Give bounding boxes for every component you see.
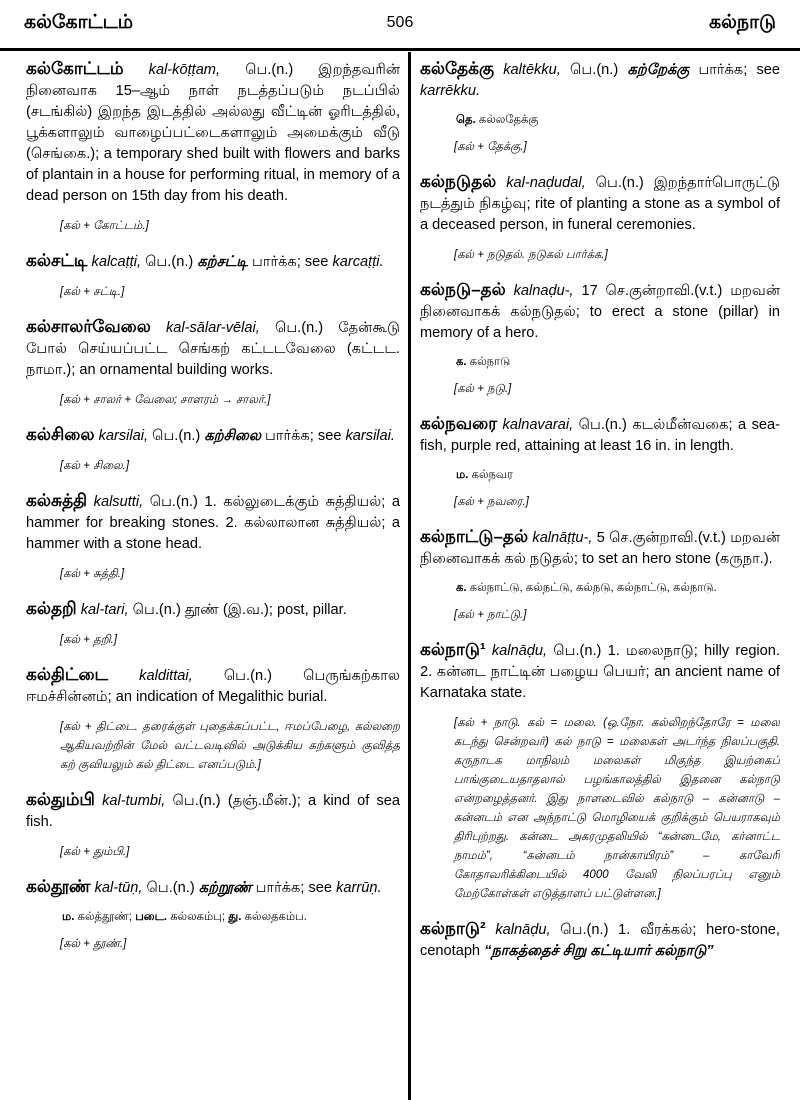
cognate-word: கல்நாடு xyxy=(469,356,511,368)
etymology: [கல் + தறி.] xyxy=(60,634,117,646)
definition-english: a hammer for breaking stones. 2. கல்லாலான சுத்தியல்; a hammer with a stone head. xyxy=(26,494,400,552)
dictionary-entry xyxy=(420,639,780,704)
transliteration: kalnāṭṭu-, xyxy=(532,530,593,546)
transliteration: kalnāḍu, xyxy=(491,643,548,659)
etymology: [கல் + கோட்டம்.] xyxy=(60,220,149,232)
transliteration: kalcaṭṭi, xyxy=(91,254,142,270)
definition-english: hero-stone, cenotaph xyxy=(420,922,780,959)
definition-tamil: இறந்தார்பொருட்டு நடத்தும் நிகழ்வு; xyxy=(420,175,780,212)
part-of-speech: பெ.(n.) xyxy=(223,668,272,684)
transliteration: kal-tūṇ, xyxy=(94,880,143,896)
transliteration: kal-sālar-vēlai, xyxy=(165,320,260,336)
cognate-language: தெ. xyxy=(456,114,476,126)
column-divider xyxy=(408,52,411,1100)
cognate-word: கல்லகம்பு; xyxy=(170,911,226,923)
transliteration: kaltēkku, xyxy=(503,62,561,78)
transliteration: kalnavarai, xyxy=(502,417,574,433)
etymology: [கல் + நாட்டு.] xyxy=(454,609,527,621)
cognate-word: கல்நவர xyxy=(471,469,513,481)
dictionary-entry xyxy=(420,279,780,344)
see-transliteration: karcaṭṭi. xyxy=(332,254,384,270)
definition-english: an ornamental building works. xyxy=(79,362,274,378)
etymology: [கல் + தும்பி.] xyxy=(60,846,130,858)
definition-english: to erect a stone (pillar) in memory of a hero. xyxy=(420,304,780,341)
dictionary-entry xyxy=(420,58,780,102)
dictionary-entry xyxy=(26,424,400,447)
etymology: [கல் + தூண்.] xyxy=(60,938,127,950)
right-column xyxy=(420,58,780,1096)
definition-tamil: பெருங்கற்கால ஈமச்சின்னம்; xyxy=(26,668,400,705)
transliteration: kalnāḍu, xyxy=(495,922,551,938)
dictionary-entry xyxy=(420,526,780,570)
part-of-speech: பெ.(n.) xyxy=(132,602,181,618)
etymology: [கல் + நவரை.] xyxy=(454,496,529,508)
part-of-speech: பெ.(n.) xyxy=(146,880,195,896)
etymology: [கல் + திட்டை. தரைக்குள் புதைக்கப்பட்ட, ஈமப்பேழை, கல்லறை ஆகியவற்றின் மேல் வட்டவடிவில் அடுக்கிய கற்களும் குவித்த கற் குவியலும் கல் திட்டை எனப்படும்.] xyxy=(60,721,400,771)
headword: கல்தறி xyxy=(26,599,77,618)
part-of-speech: பெ.(n.) xyxy=(570,62,619,78)
cognates xyxy=(456,469,780,483)
transliteration: kal-tumbi, xyxy=(102,793,166,809)
see-label: பார்க்க; see xyxy=(255,880,333,896)
transliteration: karsilai, xyxy=(98,428,149,444)
transliteration: kal-tari, xyxy=(80,602,129,618)
etymology: [கல் + நடுதல். நடுகல் பார்க்க.] xyxy=(454,249,608,261)
cognate-word: கல்லதகம்ப. xyxy=(244,911,307,923)
part-of-speech: பெ.(n.) xyxy=(274,320,324,336)
definition-english: hilly region. 2. கன்னட நாட்டின் பழைய பெயர்; an ancient name of Karnataka state. xyxy=(420,643,780,701)
part-of-speech: பெ.(n.) xyxy=(152,428,201,444)
part-of-speech: பெ.(n.) xyxy=(149,494,198,510)
cognates xyxy=(456,356,780,370)
definition-tamil: தேன்கூடு போல் செய்யப்பட்ட செங்கற் கட்டடவேலை (கட்டட. நாமா.); xyxy=(26,320,400,378)
cross-reference: கற்றூண் xyxy=(198,880,252,896)
see-transliteration: karrūṇ. xyxy=(336,880,382,896)
cross-reference: கற்சட்டி xyxy=(197,254,248,270)
transliteration: kal-naḍudal, xyxy=(506,175,586,191)
cognate-language: ம. xyxy=(62,911,75,923)
part-of-speech: பெ.(n.) xyxy=(595,175,644,191)
definition-english: rite of planting a stone as a symbol of a deceased person, in funeral ceremonies. xyxy=(420,196,780,233)
dictionary-entry xyxy=(26,250,400,273)
running-head-left: கல்கோட்டம் xyxy=(24,12,134,33)
part-of-speech: பெ.(n.) xyxy=(560,922,609,938)
definition-tamil: தூண் (இ.வ.); xyxy=(184,602,273,618)
cross-reference: கற்சிலை xyxy=(204,428,261,444)
part-of-speech: பெ.(n.) xyxy=(172,793,221,809)
see-label: பார்க்க; see xyxy=(265,428,342,444)
cognate-language: து. xyxy=(228,911,242,923)
cognate-language: ம. xyxy=(456,469,469,481)
left-column xyxy=(26,58,400,1096)
dictionary-entry xyxy=(26,598,400,621)
dictionary-entry xyxy=(420,171,780,236)
headword: கல்திட்டை xyxy=(26,665,109,684)
definition-tamil: 1. கல்லுடைக்கும் சுத்தியல்; xyxy=(204,494,386,510)
definition-english: an indication of Megalithic burial. xyxy=(115,689,328,705)
dictionary-entry xyxy=(26,876,400,899)
definition-tamil: 1. வீரக்கல்; xyxy=(618,922,697,938)
dictionary-entry xyxy=(26,664,400,708)
headword: கல்நாட்டு–தல் xyxy=(420,527,529,546)
quotation: “நாகத்தைச் சிறு கட்டியார் கல்நாடு” xyxy=(484,943,714,959)
etymology: [கல் + நாடு. கல் = மலை. (ஒ.நோ. கல்லிறந்தோரே = மலை கடந்து சென்றவர்) கல் நாடு = மலைகள் அடர்ந்த நிலப்பகுதி. கருநாடக மாநிலம் மலைகள் மிகுந்த இயற்கைப் பாங்குடையதாதலால் பழங்காலத்தில் இதனை கல்நாடு என்றழைத்தனர். இது நாளடைவில் கல்நாடு – கன்னாடு – கன்னடம் என அந்நாட்டு மொழியைக் குறிக்கும் பெயராகவும் திரிபுற்றது. கன்னட அகரமுதலியில் “கன்னடமே, கர்னாட்ட நாமம்”, “கன்னடம் நான்காயிரம்” – காவேரி கோதாவரிக்கிடையில் 4000 வேலி நிலப்பரப்பு எனும் மேற்கோள்கள் எடுத்தாளப் பட்டுள்ளன.] xyxy=(454,717,780,900)
cognates xyxy=(456,114,780,128)
etymology: [கல் + சிலை.] xyxy=(60,460,130,472)
cognates xyxy=(456,582,780,596)
cognate-word: கல்நாட்டு, கல்நட்டு, கல்நடு, கல்நாட்டு, கல்நாடு. xyxy=(469,582,717,594)
dictionary-entry xyxy=(420,918,780,962)
etymology: [கல் + நடு.] xyxy=(454,383,512,395)
definition-tamil: மறவன் நினைவாகக் கல் நடுதல்; xyxy=(420,530,780,567)
headword: கல்தும்பி xyxy=(26,790,95,809)
headword: கல்நவரை xyxy=(420,414,498,433)
headword: கல்சாலர்வேலை xyxy=(26,317,151,336)
see-transliteration: karrēkku. xyxy=(420,83,481,99)
transliteration: kaldittai, xyxy=(139,668,193,684)
transliteration: kalnaḍu-, xyxy=(513,283,574,299)
definition-tamil: கடல்மீன்வகை; xyxy=(632,417,733,433)
running-head-right: கல்நாடு xyxy=(708,12,776,33)
definition-tamil: மறவன் நினைவாகக் கல்நடுதல்; xyxy=(420,283,780,320)
etymology: [கல் + சட்டி.] xyxy=(60,286,125,298)
see-transliteration: karsilai. xyxy=(345,428,395,444)
cognate-language: க. xyxy=(456,582,467,594)
definition-english: to set an hero stone (கருநா.). xyxy=(582,551,773,567)
transliteration: kalsutti, xyxy=(93,494,144,510)
dictionary-entry xyxy=(26,490,400,555)
headword: கல்தேக்கு xyxy=(420,59,495,78)
transliteration: kal-kōṭṭam, xyxy=(148,62,221,78)
definition-tamil: இறந்தவரின் நினைவாக 15–ஆம் நாள் நடத்தப்படும் நடப்பில் (சடங்கில்) இறந்த இடத்தில் அல்லது வீட்டின் ஓரிடத்தில், பூக்களாலும் வாழைப்பட்டைகளாலும் அமைக்கும் வீடு (செங்கை.); xyxy=(26,62,400,162)
dictionary-entry xyxy=(420,413,780,457)
headword: கல்கோட்டம் xyxy=(26,59,124,78)
dictionary-entry xyxy=(26,58,400,207)
definition-tamil: (தஞ்.மீன்.); xyxy=(227,793,301,809)
page-number: 506 xyxy=(386,14,414,31)
dictionary-entry xyxy=(26,789,400,833)
definition-english: post, pillar. xyxy=(277,602,347,618)
headword: கல்நடு–தல் xyxy=(420,280,506,299)
headword: கல்சுத்தி xyxy=(26,491,88,510)
see-label: பார்க்க; see xyxy=(698,62,780,78)
part-of-speech: 5 செ.குன்றாவி.(v.t.) xyxy=(596,530,726,546)
etymology: [கல் + சாலர் + வேலை; சாளரம் → சாலர்.] xyxy=(60,394,271,406)
see-label: பார்க்க; see xyxy=(251,254,329,270)
definition-english: a sea-fish, purple red, attaining at least 16 in. in length. xyxy=(420,417,780,454)
part-of-speech: பெ.(n.) xyxy=(245,62,294,78)
definition-english: a temporary shed built with flowers and barks of plantain in a house for performing ritual, in memory of a dead person on 15th day from his death. xyxy=(26,146,400,204)
etymology: [கல் + சுத்தி.] xyxy=(60,568,125,580)
cross-reference: கற்றேக்கு xyxy=(627,62,690,78)
part-of-speech: பெ.(n.) xyxy=(578,417,627,433)
part-of-speech: பெ.(n.) xyxy=(553,643,602,659)
headword: கல்தூண் xyxy=(26,877,91,896)
part-of-speech: பெ.(n.) xyxy=(145,254,194,270)
headword: கல்நாடு¹ xyxy=(420,640,486,659)
headword: கல்சிலை xyxy=(26,425,95,444)
cognates xyxy=(62,911,400,925)
dictionary-entry xyxy=(26,316,400,381)
headword: கல்நாடு² xyxy=(420,919,486,938)
definition-english: a kind of sea fish. xyxy=(26,793,400,830)
etymology: [கல் + தேக்கு.] xyxy=(454,141,527,153)
cognate-language: க. xyxy=(456,356,467,368)
cognate-word: கல்லதேக்கு xyxy=(478,114,539,126)
definition-tamil: 1. மலைநாடு; xyxy=(607,643,698,659)
headword: கல்நடுதல் xyxy=(420,172,497,191)
page-header xyxy=(0,0,800,51)
cognate-word: கல்த்தூண்; xyxy=(77,911,132,923)
headword: கல்சட்டி xyxy=(26,251,88,270)
part-of-speech: 17 செ.குன்றாவி.(v.t.) xyxy=(581,283,723,299)
cognate-language: படை. xyxy=(135,911,167,923)
